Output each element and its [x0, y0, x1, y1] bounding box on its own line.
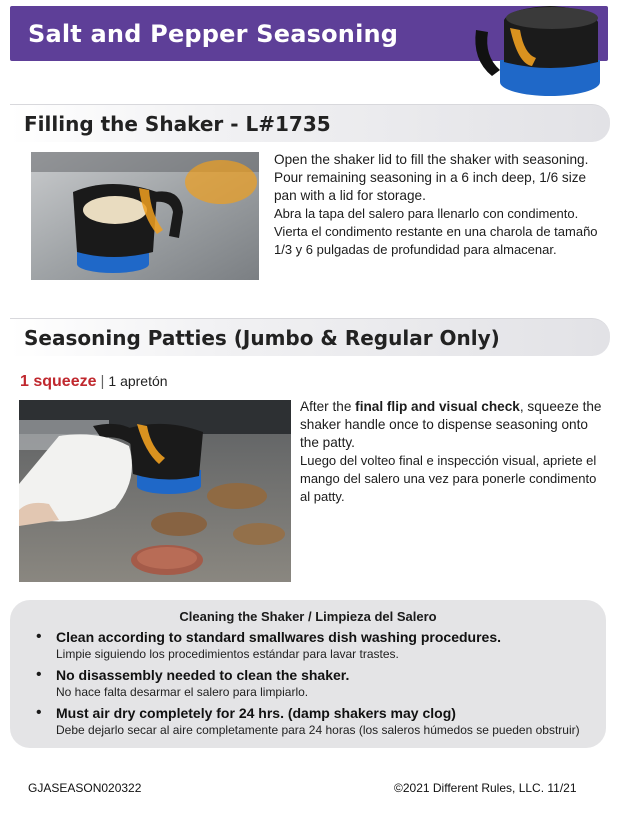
seasoning-instructions	[300, 398, 610, 506]
copyright-text: ©2021 Different Rules, LLC. 11/21	[394, 781, 577, 795]
squeeze-count-es: 1 apretón	[108, 373, 168, 389]
bullet: •	[36, 628, 42, 645]
seasoning-text-en-pre: After the	[300, 399, 356, 414]
seasoning-text-en-post: , squeeze the shaker handle once to dispense seasoning onto the patty.	[300, 399, 602, 450]
bullet: •	[36, 666, 42, 683]
seasoning-patties-illustration	[19, 400, 291, 582]
cleaning-item	[36, 666, 588, 700]
cleaning-item-es: Limpie siguiendo los procedimientos estándar para lavar trastes.	[56, 647, 399, 661]
cleaning-box	[10, 600, 606, 748]
section-seasoning-header	[10, 318, 610, 356]
document-code: GJASEASON020322	[28, 781, 142, 795]
seasoning-text-en-bold: final flip and visual check	[355, 399, 520, 414]
cleaning-item	[36, 704, 588, 738]
section-filling-header	[10, 104, 610, 142]
squeeze-count-en: 1 squeeze	[20, 373, 97, 390]
filling-shaker-illustration	[31, 152, 259, 280]
page-title: Salt and Pepper Seasoning	[28, 20, 399, 48]
squeeze-separator: |	[100, 373, 105, 390]
seasoning-text-es: Luego del volteo final e inspección visual, apriete el mango del salero una vez para ponerle condimento al patty.	[300, 453, 597, 504]
cleaning-item-es: Debe dejarlo secar al aire completamente para 24 horas (los saleros húmedos se pueden obstruir)	[56, 723, 580, 737]
bullet: •	[36, 704, 42, 721]
cleaning-item	[36, 628, 588, 662]
shaker-product-image	[470, 0, 610, 100]
section-seasoning-title: Seasoning Patties (Jumbo & Regular Only)	[24, 326, 500, 350]
filling-shaker-photo	[31, 152, 259, 280]
cleaning-item-en: Must air dry completely for 24 hrs. (damp shakers may clog)	[56, 705, 456, 721]
filling-text-en: Open the shaker lid to fill the shaker with seasoning. Pour remaining seasoning in a 6 inch deep, 1/6 size pan with a lid for storage.	[274, 152, 589, 203]
cleaning-item-en: No disassembly needed to clean the shaker.	[56, 667, 350, 683]
cleaning-list	[36, 628, 588, 742]
seasoning-patties-photo	[19, 400, 291, 582]
cleaning-title: Cleaning the Shaker / Limpieza del Salero	[179, 609, 437, 624]
filling-instructions	[274, 151, 604, 259]
filling-text-es: Abra la tapa del salero para llenarlo con condimento. Vierta el condimento restante en una charola de tamaño 1/3 y 6 pulgadas de profundidad para almacenar.	[274, 206, 598, 257]
seasoning-text-en	[300, 398, 610, 452]
section-filling-title: Filling the Shaker - L#1735	[24, 112, 331, 136]
squeeze-count	[20, 373, 168, 391]
cleaning-item-es: No hace falta desarmar el salero para limpiarlo.	[56, 685, 309, 699]
cleaning-item-en: Clean according to standard smallwares dish washing procedures.	[56, 629, 502, 645]
